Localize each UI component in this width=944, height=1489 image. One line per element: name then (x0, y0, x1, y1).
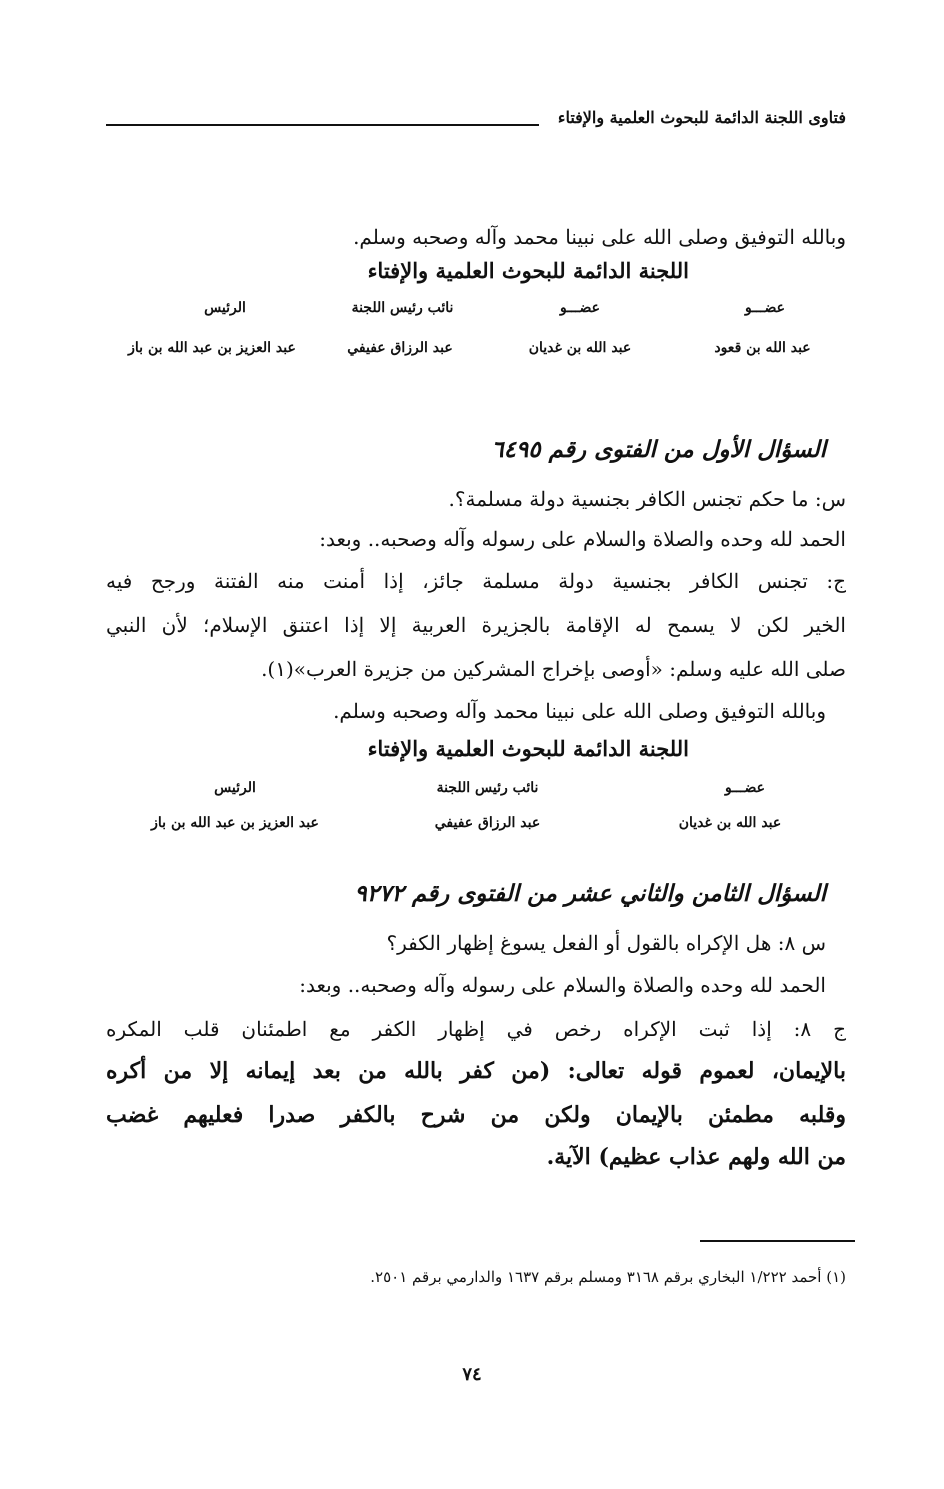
answer-line: من الله ولهم عذاب عظيم) الآية. (546, 1144, 846, 1170)
signatory-name: عبد العزيز بن عبد الله بن باز (128, 340, 296, 356)
committee-name-1: اللجنة الدائمة للبحوث العلمية والإفتاء (367, 258, 689, 283)
question-text-1: س: ما حكم تجنس الكافر بجنسية دولة مسلمة؟. (448, 487, 846, 511)
praise-line-1: الحمد لله وحده والصلاة والسلام على رسوله وآله وصحبه.. وبعد: (319, 527, 846, 551)
signatory-role: نائب رئيس اللجنة (436, 780, 539, 796)
signatory-name: عبد الرزاق عفيفي (434, 815, 541, 831)
signatory-role: الرئيس (204, 300, 246, 316)
closing-line-2: وبالله التوفيق وصلى الله على نبينا محمد وآله وصحبه وسلم. (333, 699, 826, 723)
signatory-role: عضـــو (744, 300, 786, 316)
answer-line: بالإيمان، لعموم قوله تعالى: (من كفر بالله من بعد إيمانه إلا من أكره (106, 1058, 846, 1084)
header-rule (106, 124, 539, 126)
signatory-role: عضـــو (559, 300, 601, 316)
answer-line: وقلبه مطمئن بالإيمان ولكن من شرح بالكفر صدرا فعليهم غضب (106, 1102, 846, 1128)
footnote-rule (700, 1240, 855, 1242)
signatory-name: عبد الرزاق عفيفي (347, 340, 453, 356)
closing-line-1: وبالله التوفيق وصلى الله على نبينا محمد وآله وصحبه وسلم. (353, 225, 846, 249)
footnote: (١) أحمد ١/٢٢٢ البخاري برقم ٣١٦٨ ومسلم برقم ١٦٣٧ والدارمي برقم ٢٥٠١. (370, 1268, 846, 1286)
question-title-1: السؤال الأول من الفتوى رقم ٦٤٩٥ (491, 436, 826, 463)
answer-line: الخير لكن لا يسمح له الإقامة بالجزيرة العربية إلا إذا اعتنق الإسلام؛ لأن النبي (106, 613, 846, 637)
question-title-2: السؤال الثامن والثاني عشر من الفتوى رقم ٩٢٧٢ (354, 880, 826, 907)
answer-line: ج ٨: إذا ثبت الإكراه رخص في إظهار الكفر مع اطمئنان قلب المكره (106, 1017, 846, 1041)
committee-name-2: اللجنة الدائمة للبحوث العلمية والإفتاء (367, 736, 689, 761)
running-title: فتاوى اللجنة الدائمة للبحوث العلمية والإفتاء (557, 108, 846, 127)
signatory-name: عبد الله بن قعود (714, 340, 811, 356)
signatory-name: عبد العزيز بن عبد الله بن باز (151, 815, 319, 831)
signatory-role: نائب رئيس اللجنة (351, 300, 454, 316)
signatory-role: الرئيس (214, 780, 256, 796)
answer-line: ج: تجنس الكافر بجنسية دولة مسلمة جائز، إذا أمنت منه الفتنة ورجح فيه (106, 569, 846, 593)
signatory-name: عبد الله بن غديان (528, 340, 632, 356)
signatory-name: عبد الله بن غديان (678, 815, 782, 831)
praise-line-2: الحمد لله وحده والصلاة والسلام على رسوله وآله وصحبه.. وبعد: (299, 973, 826, 997)
page-number: ٧٤ (462, 1364, 482, 1385)
signatory-role: عضـــو (724, 780, 766, 796)
answer-line: صلى الله عليه وسلم: «أوصى بإخراج المشركين من جزيرة العرب»(١). (261, 657, 846, 681)
question-text-2: س ٨: هل الإكراه بالقول أو الفعل يسوغ إظهار الكفر؟ (386, 931, 826, 955)
